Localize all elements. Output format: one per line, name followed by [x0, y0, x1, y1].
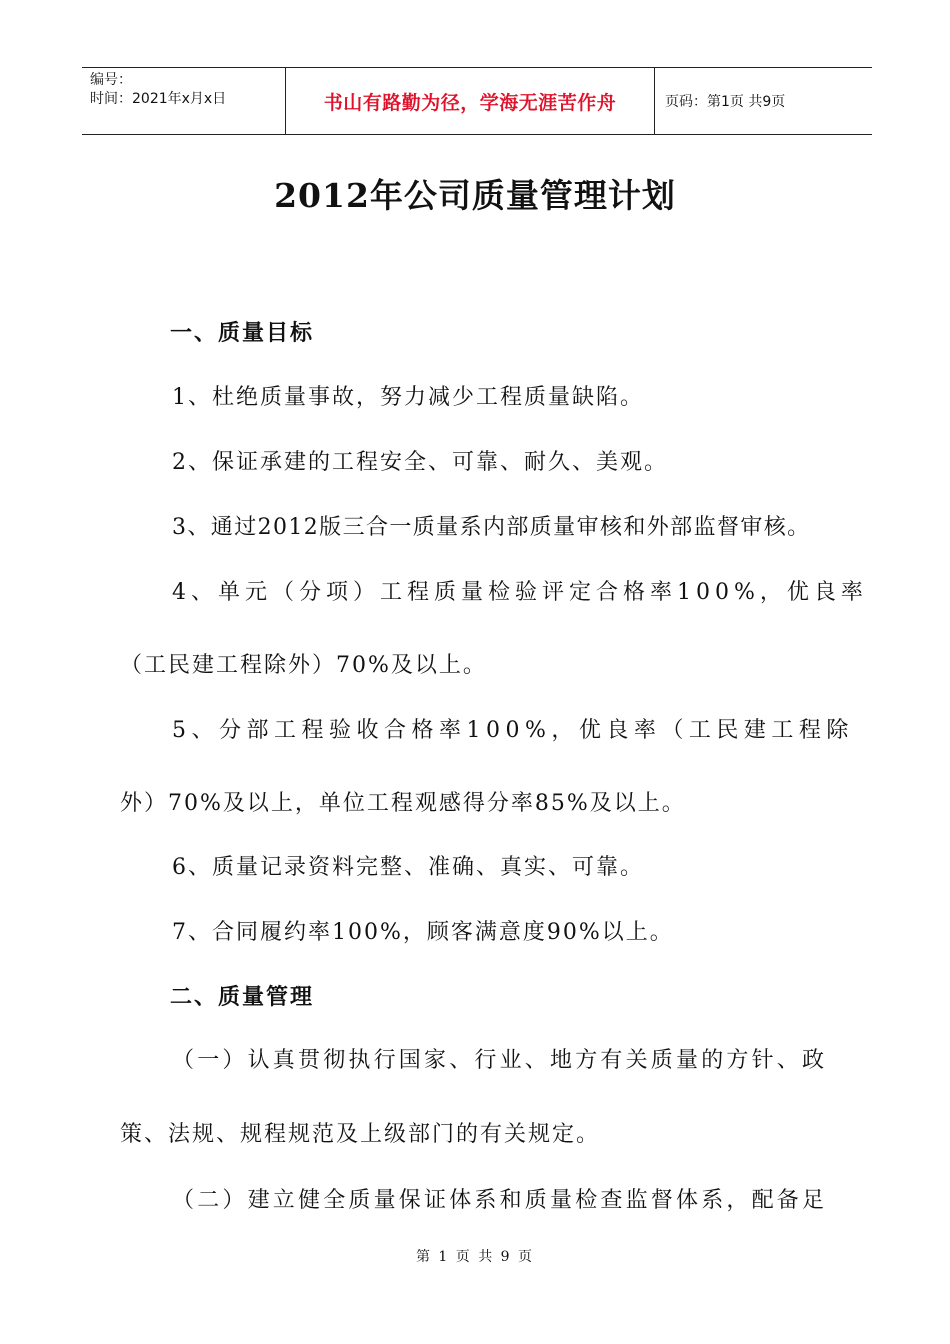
goal-item-5-continued: 外）70%及以上，单位工程观感得分率85%及以上。 [120, 791, 686, 816]
goal-item-7: 7、合同履约率100%，顾客满意度90%以上。 [172, 920, 674, 945]
section-heading-quality-management: 二、质量管理 [170, 985, 315, 1010]
header-meta [82, 68, 285, 134]
goal-item-3: 3、通过2012版三合一质量系内部质量审核和外部监督审核。 [172, 515, 811, 540]
header-motto: 书山有路勤为径，学海无涯苦作舟 [285, 68, 655, 134]
page-footer: 第 1 页 共 9 页 [415, 1249, 535, 1265]
document-number-label: 编号： [90, 72, 132, 88]
header-page-info: 页码：第1页 共9页 [665, 94, 786, 110]
goal-item-5: 5、分部工程验收合格率100%，优良率（工民建工程除 [172, 718, 854, 743]
management-para-2: （二）建立健全质量保证体系和质量检查监督体系，配备足 [172, 1188, 828, 1213]
management-para-1-continued: 策、法规、规程规范及上级部门的有关规定。 [120, 1122, 601, 1147]
goal-item-2: 2、保证承建的工程安全、可靠、耐久、美观。 [172, 450, 668, 475]
document-header [82, 67, 872, 135]
goal-item-4-continued: （工民建工程除外）70%及以上。 [120, 653, 487, 678]
goal-item-4: 4、单元（分项）工程质量检验评定合格率100%，优良率 [172, 580, 868, 605]
document-title: 2012年公司质量管理计划 [274, 176, 676, 215]
goal-item-6: 6、质量记录资料完整、准确、真实、可靠。 [172, 855, 644, 880]
goal-item-1: 1、杜绝质量事故，努力减少工程质量缺陷。 [172, 385, 644, 410]
document-time-label: 时间：2021年x月x日 [90, 91, 227, 107]
management-para-1: （一）认真贯彻执行国家、行业、地方有关质量的方针、政 [172, 1048, 828, 1073]
section-heading-quality-goals: 一、质量目标 [170, 321, 315, 346]
